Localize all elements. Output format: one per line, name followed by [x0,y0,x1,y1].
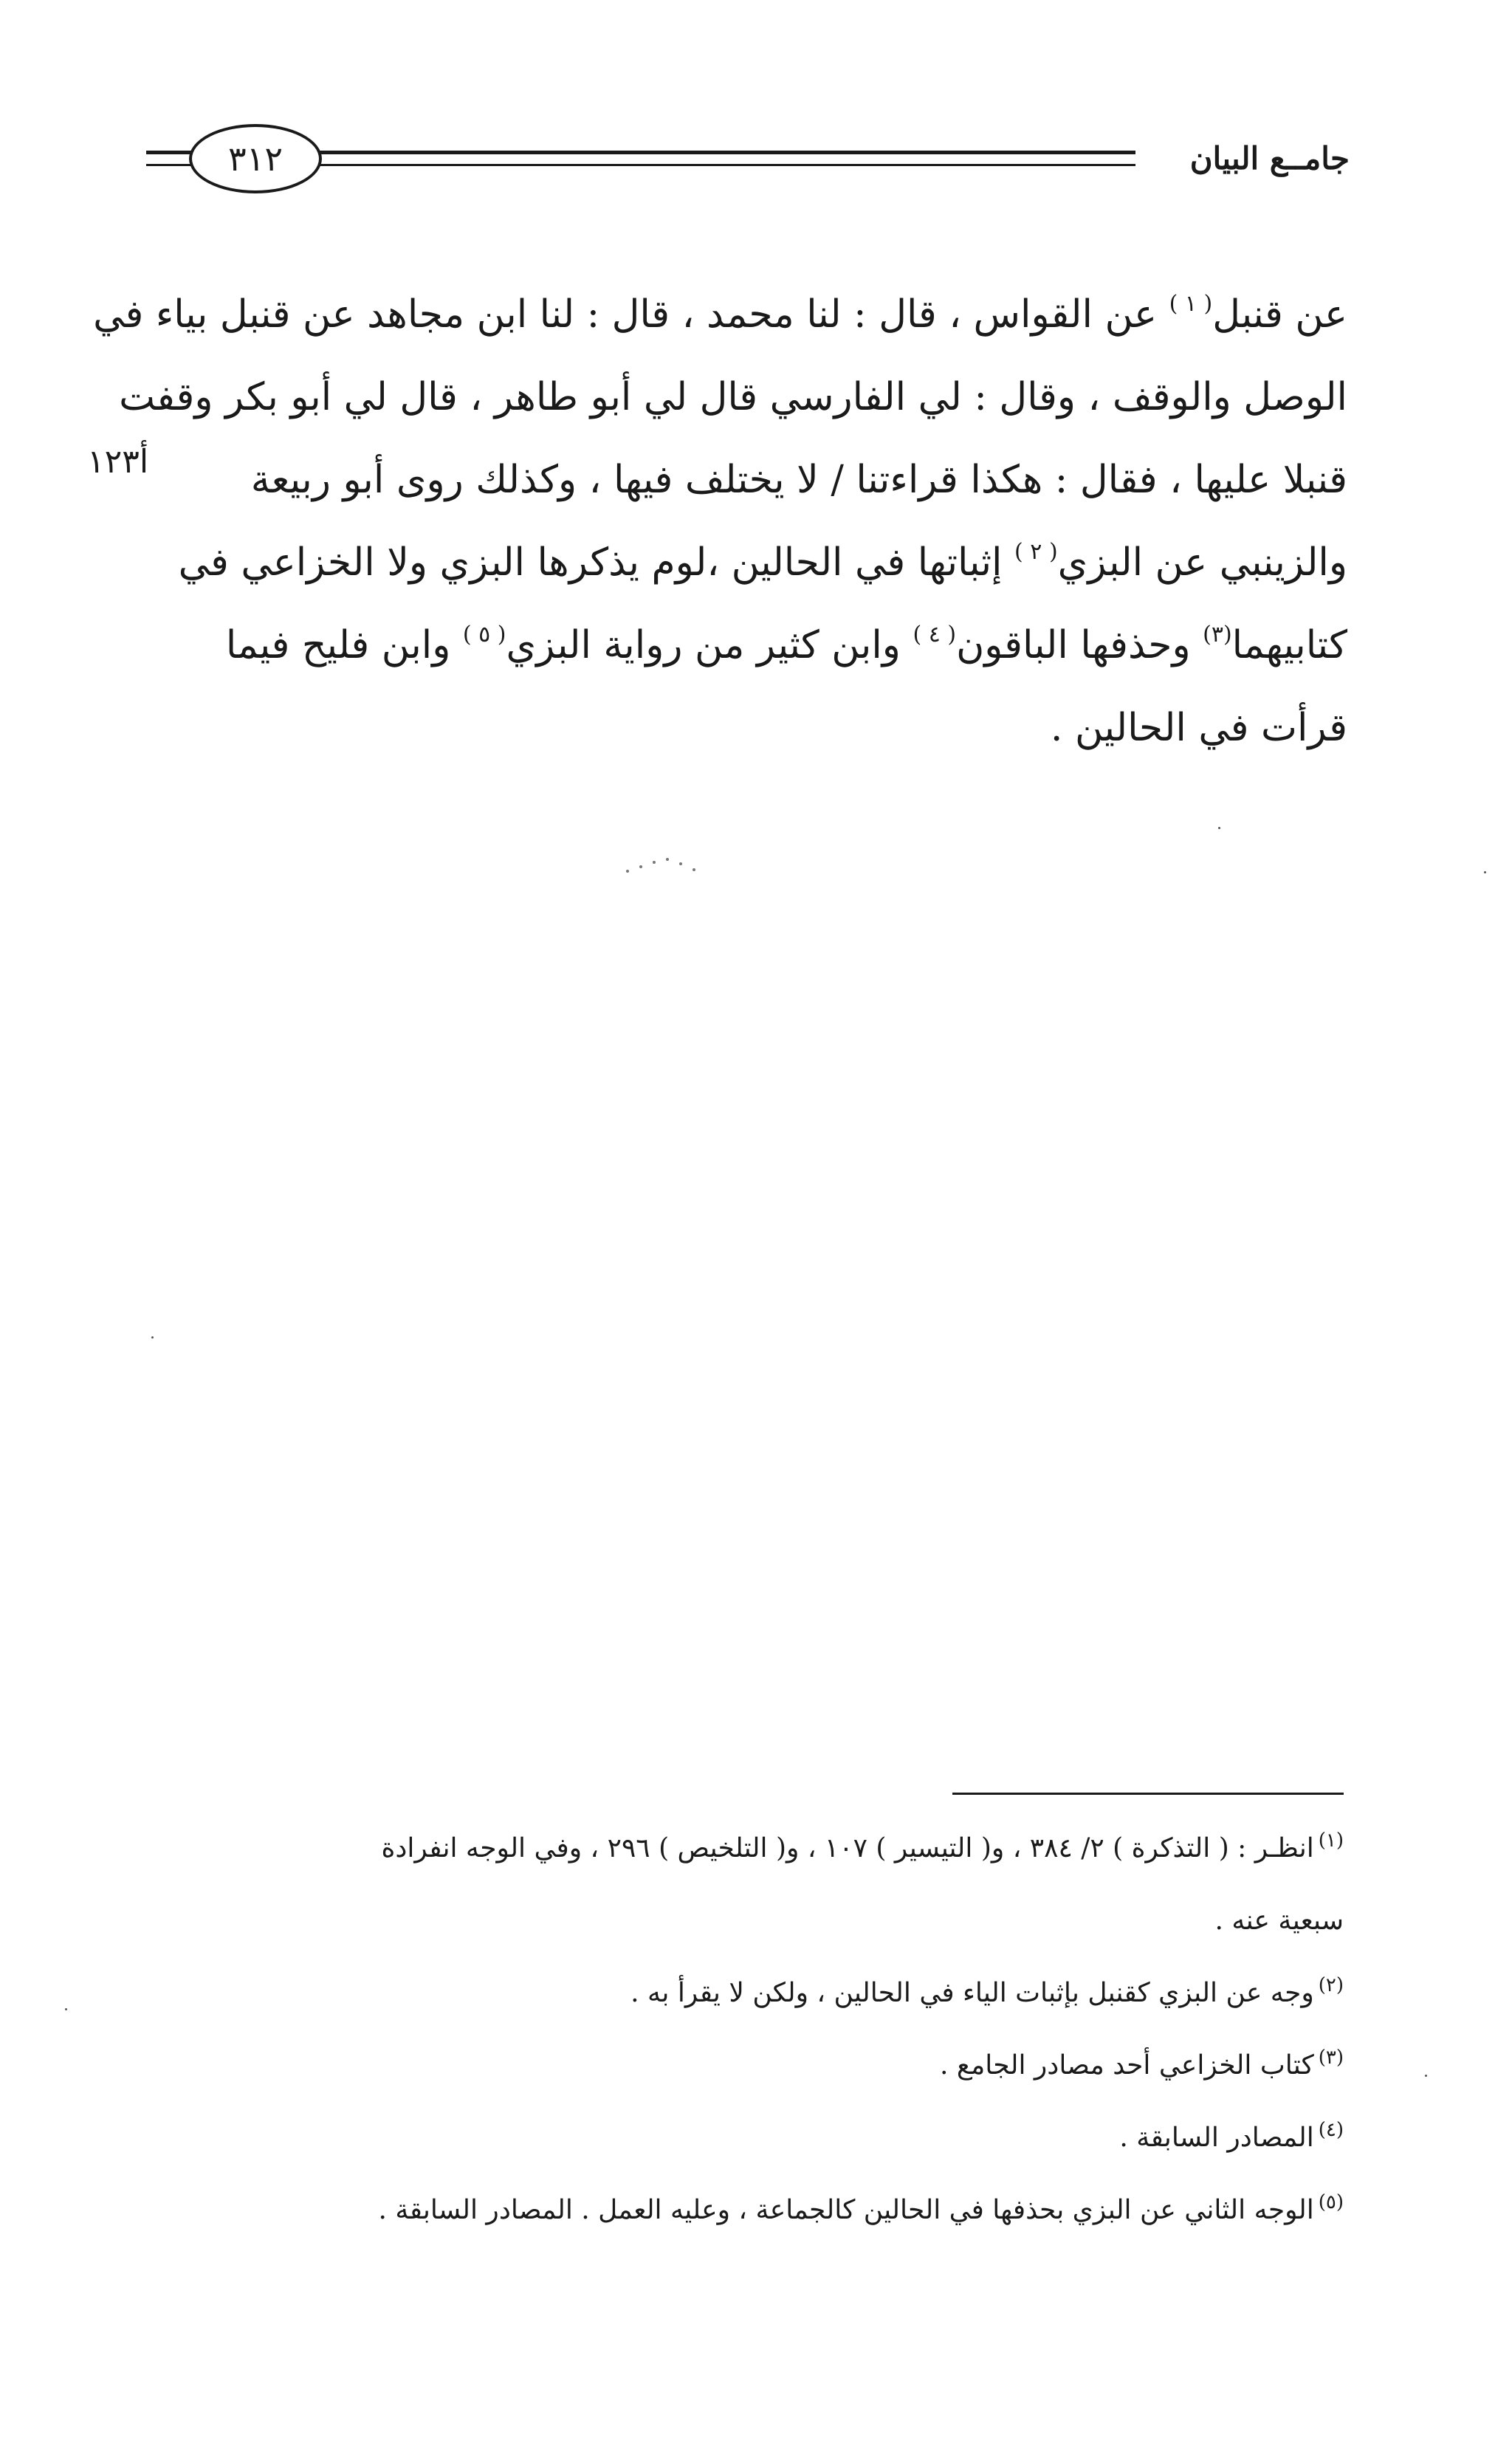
faint-dot-ornament [620,849,724,879]
page-number-frame [189,124,322,193]
margin-folio-note: أ١٢٣ [87,443,149,481]
page-number: ٣١٢ [227,139,284,179]
footnote-ref: ( ٤ ) [913,622,957,647]
footnotes [162,1813,1344,2247]
scan-speck [151,1336,154,1339]
footnote: $^{(٣)}$كتاب الخزاعي أحد مصادر الجامع . [939,2047,1344,2081]
footnote: $^{(١)}$انظـر : ( التذكرة ) ٢/ ٣٨٤ ، و( التيسير ) ١٠٧ ، و( التلخيص ) ٢٩٦ ، وفي الوجه انفرادة [381,1829,1344,1863]
footnote: $^{(٤)}$المصادر السابقة . [1119,2119,1344,2153]
footnote-ref: ( ١ ) [1169,291,1213,317]
footnote-ref: ( ٥ ) [462,622,506,647]
scan-speck [1425,2075,1427,2077]
text-line: عن قنبل$^{( ١ )}$ عن القواس ، قال : لنا محمد ، قال : لنا ابن مجاهد عن قنبل بياء في [93,291,1347,337]
footnote-ref: (٣) [1203,622,1232,647]
footnote: $^{(٢)}$وجه عن البزي كقنبل بإثبات الياء في الحالين ، ولكن لا يقرأ به . [630,1974,1344,2008]
footnote: $^{(٥)}$الوجه الثاني عن البزي بحذفها في الحالين كالجماعة ، وعليه العمل . المصادر السابقة . [378,2191,1344,2225]
scan-speck [65,2008,67,2010]
footnote-continuation: سبعية عنه . [1214,1906,1344,1936]
scan-speck [1218,827,1220,829]
text-line: قرأت في الحالين . [1050,706,1347,750]
text-line: والزينبي عن البزي$^{( ٢ )}$ إثباتها في الحالين ،لوم يذكرها البزي ولا الخزاعي في [178,539,1347,585]
footnote-separator [952,1793,1344,1795]
text-line: قنبلا عليها ، فقال : هكذا قراءتنا / لا يختلف فيها ، وكذلك روى أبو ربيعة [250,458,1347,502]
text-line: كتابيهما$^{(٣)}$ وحذفها الباقون$^{( ٤ )}$ وابن كثير من رواية البزي$^{( ٥ )}$ وابن فليح فيما [225,622,1347,667]
text-line: الوصل والوقف ، وقال : لي الفارسي قال لي أبو طاهر ، قال لي أبو بكر وقفت [119,375,1347,419]
footnote-ref: ( ٢ ) [1014,539,1058,565]
running-title: جامــع البيان [1189,140,1350,176]
scan-speck [1484,871,1486,873]
